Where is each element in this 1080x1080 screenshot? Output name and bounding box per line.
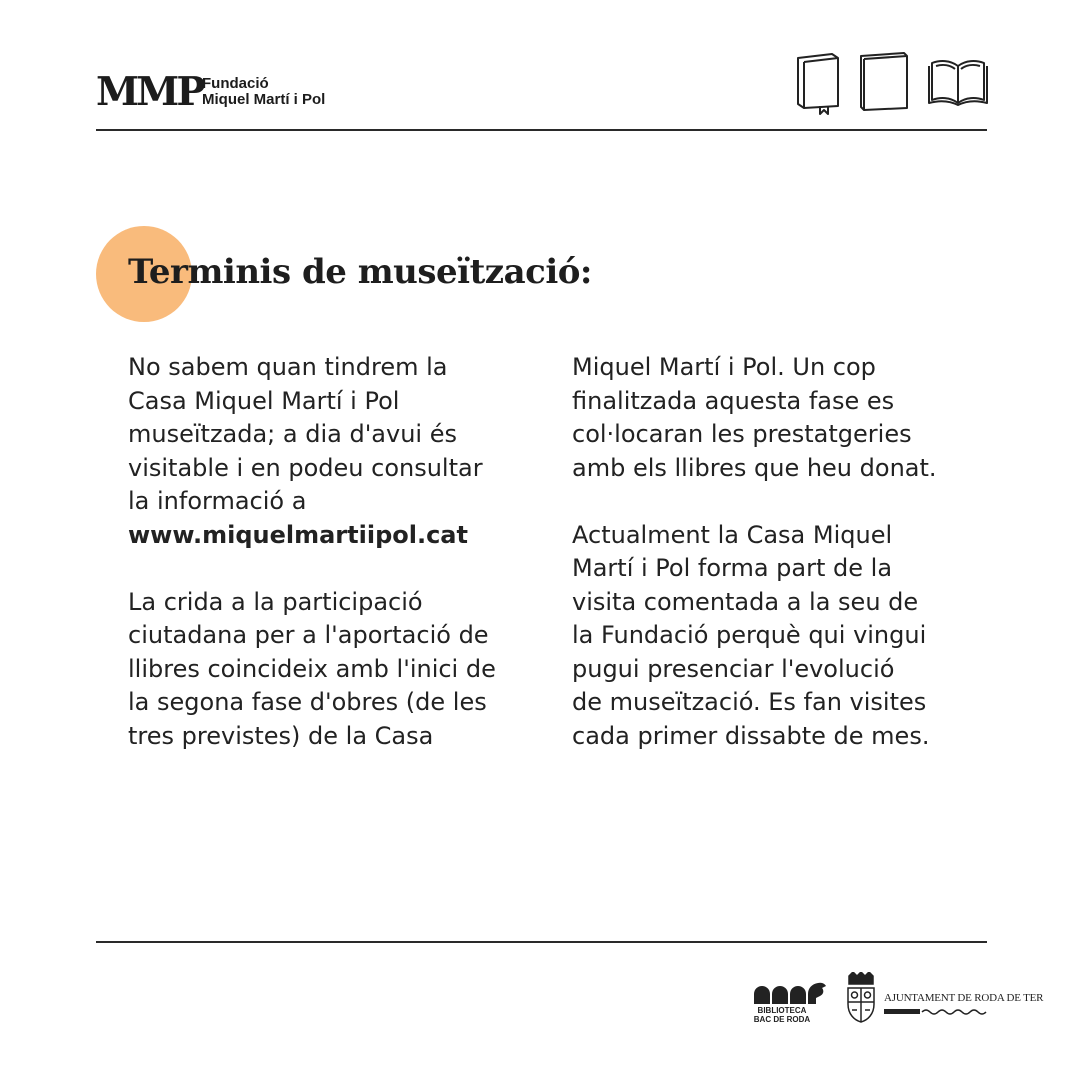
page-title: Terminis de museïtzació: bbox=[128, 252, 592, 292]
right-paragraph-2 bbox=[572, 519, 992, 754]
text-line: No sabem quan tindrem la bbox=[128, 353, 448, 381]
biblioteca-arches-logo-icon bbox=[752, 980, 828, 1006]
logo-line-2: Miquel Martí i Pol bbox=[202, 91, 326, 108]
biblioteca-line-2: BAC DE RODA bbox=[753, 1015, 811, 1024]
text-line: la Fundació perquè qui vingui bbox=[572, 621, 927, 649]
right-paragraph-1 bbox=[572, 351, 992, 485]
text-line: ciutadana per a l'aportació de bbox=[128, 621, 489, 649]
right-column bbox=[572, 351, 992, 753]
left-paragraph-2 bbox=[128, 586, 543, 754]
logo-line-1: Fundació bbox=[202, 75, 269, 92]
ajuntament-logo-text: AJUNTAMENT DE RODA DE TER bbox=[884, 992, 1044, 1004]
text-line: visitable i en podeu consultar bbox=[128, 453, 483, 482]
text-line: de museïtzació. Es fan visites bbox=[572, 688, 927, 716]
left-column bbox=[128, 351, 543, 753]
footer-divider bbox=[96, 941, 987, 943]
text-line: visita comentada a la seu de bbox=[572, 587, 919, 616]
coat-of-arms-icon bbox=[844, 972, 878, 1024]
paragraph-gap bbox=[572, 485, 992, 519]
text-line: tres previstes) de la Casa bbox=[128, 721, 434, 750]
text-line: finalitzada aquesta fase es bbox=[572, 386, 895, 415]
text-line: llibres coincideix amb l'inici de bbox=[128, 654, 496, 683]
text-line: Casa Miquel Martí i Pol bbox=[128, 386, 400, 415]
text-line: amb els llibres que heu donat. bbox=[572, 453, 937, 482]
biblioteca-logo-text bbox=[752, 1006, 812, 1024]
closed-book-icon bbox=[858, 50, 910, 116]
fundacio-logo-mark: MMP bbox=[96, 69, 203, 115]
text-line: Miquel Martí i Pol. Un cop bbox=[572, 353, 876, 381]
text-line: col·locaran les prestatgeries bbox=[572, 420, 912, 448]
text-line: pugui presenciar l'evolució bbox=[572, 654, 895, 683]
biblioteca-line-1: BIBLIOTECA bbox=[757, 1006, 807, 1015]
text-line: la segona fase d'obres (de les bbox=[128, 688, 487, 716]
text-line: la informació a bbox=[128, 487, 307, 515]
text-line: Martí i Pol forma part de la bbox=[572, 554, 893, 582]
website-link[interactable]: www.miquelmartiipol.cat bbox=[128, 520, 468, 549]
fundacio-logo-name bbox=[202, 76, 325, 108]
closed-book-bookmark-icon bbox=[794, 50, 842, 116]
text-line: Actualment la Casa Miquel bbox=[572, 520, 893, 549]
header-divider bbox=[96, 129, 987, 131]
text-line: museïtzada; a dia d'avui és bbox=[128, 420, 457, 448]
text-line: La crida a la participació bbox=[128, 587, 423, 616]
open-book-icon bbox=[928, 50, 988, 110]
text-line: cada primer dissabte de mes. bbox=[572, 721, 930, 750]
paragraph-gap bbox=[128, 552, 543, 586]
ajuntament-wave-icon bbox=[884, 1008, 988, 1016]
left-paragraph-1 bbox=[128, 351, 543, 552]
